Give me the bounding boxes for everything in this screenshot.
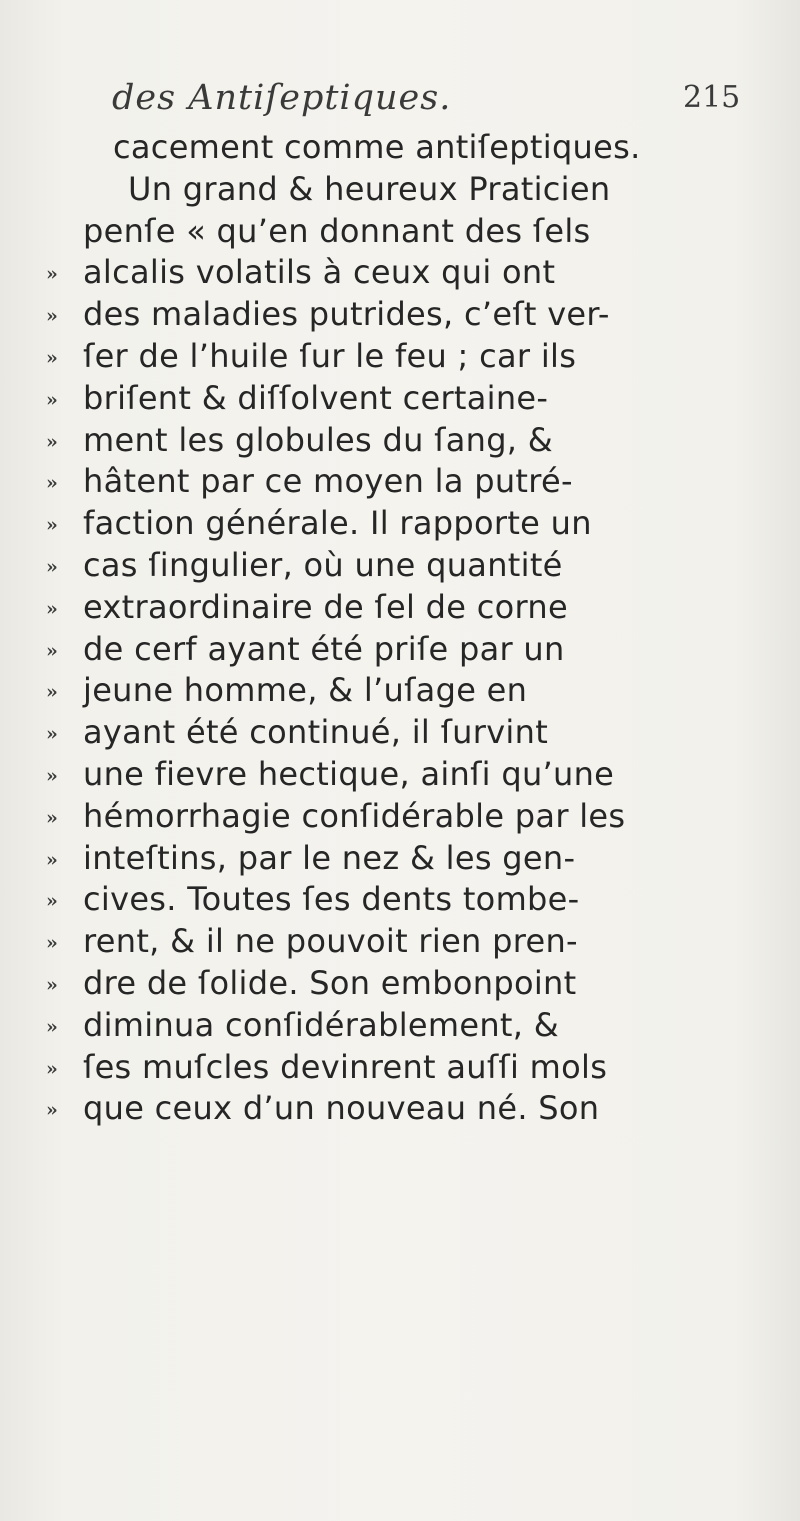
line-text: cas ſingulier, où une quantité [83, 545, 563, 584]
quote-marker: » [46, 639, 56, 662]
running-title: des Antiſeptiques. [112, 78, 452, 118]
line-text: que ceux d’un nouveau né. Son [83, 1089, 600, 1128]
text-line [0, 755, 800, 797]
line-text: de cerf ayant été priſe par un [83, 629, 565, 668]
body-text [0, 128, 800, 1131]
text-line [0, 546, 800, 588]
text-line [0, 421, 800, 463]
text-line [0, 713, 800, 755]
quote-marker: » [46, 263, 56, 286]
text-line [0, 253, 800, 295]
quote-marker: » [46, 555, 56, 578]
text-line [0, 630, 800, 672]
line-text: ſes muſcles devinrent auſſi mols [83, 1047, 608, 1086]
line-text: alcalis volatils à ceux qui ont [83, 253, 556, 292]
text-line [0, 504, 800, 546]
text-line [0, 588, 800, 630]
line-text: briſent & diſſolvent certaine- [83, 378, 549, 417]
text-line [0, 922, 800, 964]
text-line [0, 1006, 800, 1048]
text-line [0, 1089, 800, 1131]
text-line [0, 337, 800, 379]
text-line [0, 1048, 800, 1090]
line-text: extraordinaire de ſel de corne [83, 587, 568, 626]
line-text: ſer de l’huile ſur le feu ; car ils [83, 336, 577, 375]
quote-marker: » [46, 973, 56, 996]
line-text: cives. Toutes ſes dents tombe- [83, 880, 580, 919]
text-line [0, 295, 800, 337]
quote-marker: » [46, 764, 56, 787]
quote-marker: » [46, 848, 56, 871]
line-text: rent, & il ne pouvoit rien pren- [83, 922, 578, 961]
line-text: faction générale. Il rapporte un [83, 504, 592, 543]
text-line [0, 797, 800, 839]
line-text: hâtent par ce moyen la putré- [83, 462, 573, 501]
quote-marker: » [46, 597, 56, 620]
line-text: ayant été continué, il ſurvint [83, 713, 549, 752]
text-line [0, 379, 800, 421]
line-text: hémorrhagie conſidérable par les [83, 796, 626, 835]
quote-marker: » [46, 305, 56, 328]
quote-marker: » [46, 514, 56, 537]
quote-marker: » [46, 932, 56, 955]
quote-marker: » [46, 430, 56, 453]
line-text: jeune homme, & l’uſage en [83, 671, 528, 710]
line-text: des maladies putrides, c’eſt ver- [83, 295, 610, 334]
text-line [0, 128, 800, 170]
line-text: dre de ſolide. Son embonpoint [83, 963, 577, 1002]
text-line [0, 671, 800, 713]
line-text: inteſtins, par le nez & les gen- [83, 838, 576, 877]
quote-marker: » [46, 472, 56, 495]
line-text: cacement comme antiſeptiques. [113, 128, 641, 166]
quote-marker: » [46, 1015, 56, 1038]
text-line [0, 462, 800, 504]
quote-marker: » [46, 890, 56, 913]
line-text: une fievre hectique, ainſi qu’une [83, 754, 615, 793]
text-line [0, 964, 800, 1006]
quote-marker: » [46, 346, 56, 369]
line-text: penſe « qu’en donnant des ſels [83, 211, 591, 250]
text-line [0, 839, 800, 881]
quote-marker: » [46, 806, 56, 829]
quote-marker: » [46, 1099, 56, 1122]
line-text: ment les globules du ſang, & [83, 420, 554, 459]
line-text: diminua conſidérablement, & [83, 1005, 559, 1044]
quote-marker: » [46, 681, 56, 704]
line-text: Un grand & heureux Praticien [128, 169, 611, 208]
text-line [0, 170, 800, 212]
quote-marker: » [46, 723, 56, 746]
page-number: 215 [683, 80, 741, 115]
text-line [0, 212, 800, 254]
text-line [0, 880, 800, 922]
quote-marker: » [46, 388, 56, 411]
quote-marker: » [46, 1057, 56, 1080]
